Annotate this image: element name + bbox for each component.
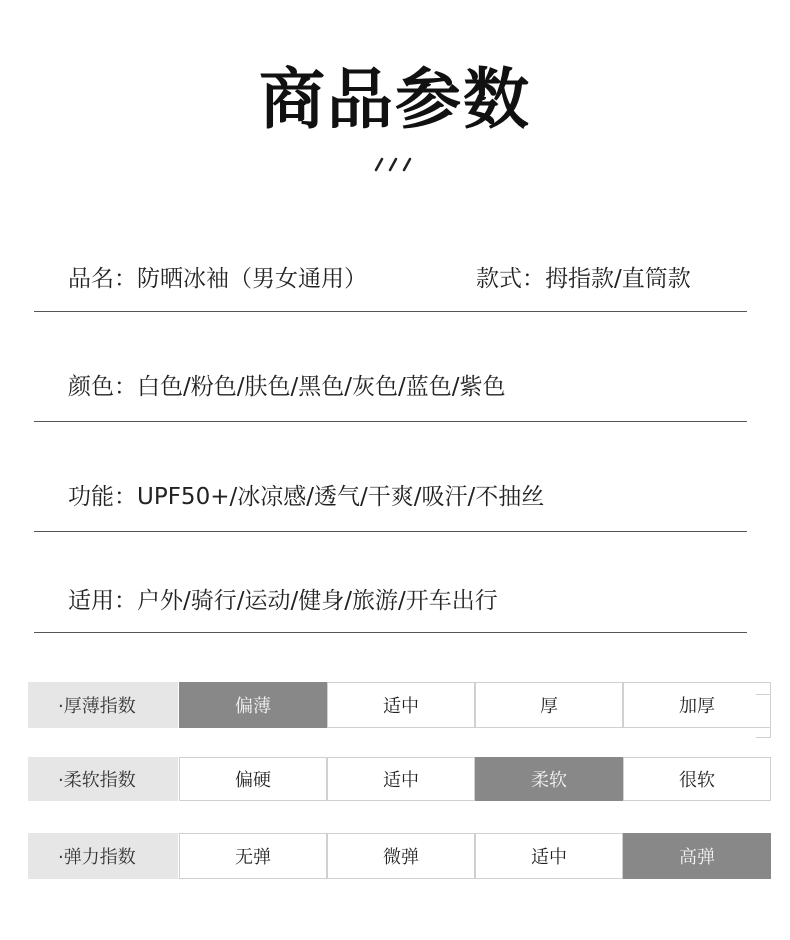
option-cell-selected: 高弹 xyxy=(623,833,771,879)
option-cell: 无弹 xyxy=(179,833,327,879)
option-cell: 偏硬 xyxy=(179,757,327,801)
option-cell: 微弹 xyxy=(327,833,475,879)
divider xyxy=(34,311,747,312)
bracket-decoration xyxy=(756,694,771,738)
option-cell: 厚 xyxy=(475,682,623,728)
param-name: 品名：防晒冰袖（男女通用） xyxy=(68,266,367,292)
elasticity-index-label: ·弹力指数 xyxy=(28,833,178,879)
option-cell-selected: 偏薄 xyxy=(179,682,327,728)
param-color: 颜色：白色/粉色/肤色/黑色/灰色/蓝色/紫色 xyxy=(68,374,506,400)
divider xyxy=(34,531,747,532)
option-cell: 加厚 xyxy=(623,682,771,728)
page-title: 商品参数 xyxy=(259,61,531,138)
param-style: 款式：拇指款/直筒款 xyxy=(476,266,691,292)
thickness-index-row xyxy=(28,682,774,728)
slash-decoration-icon xyxy=(370,156,420,172)
param-usage: 适用：户外/骑行/运动/健身/旅游/开车出行 xyxy=(68,588,498,614)
option-cell: 适中 xyxy=(475,833,623,879)
divider xyxy=(34,421,747,422)
divider xyxy=(34,632,747,633)
softness-index-label: ·柔软指数 xyxy=(28,757,178,801)
option-cell-selected: 柔软 xyxy=(475,757,623,801)
option-cell: 适中 xyxy=(327,682,475,728)
thickness-index-label: ·厚薄指数 xyxy=(28,682,178,728)
elasticity-index-row xyxy=(28,833,774,879)
option-cell: 适中 xyxy=(327,757,475,801)
param-function: 功能：UPF50+/冰凉感/透气/干爽/吸汗/不抽丝 xyxy=(68,484,545,510)
softness-index-row xyxy=(28,757,774,801)
option-cell: 很软 xyxy=(623,757,771,801)
